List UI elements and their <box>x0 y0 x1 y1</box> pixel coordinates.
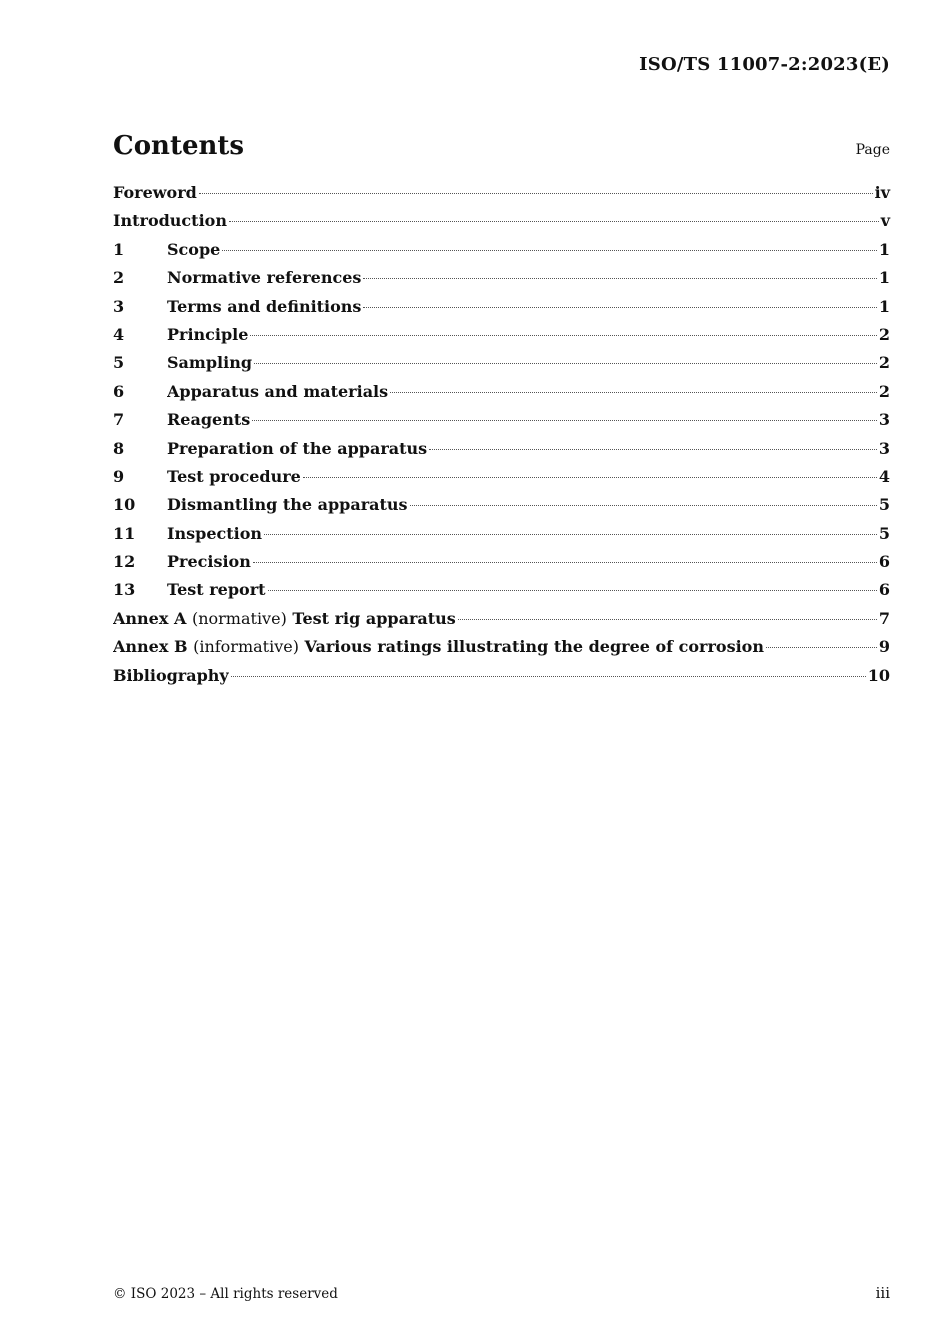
dot-leader <box>252 420 877 421</box>
page-column-label: Page <box>855 142 890 158</box>
toc-entry-page: 2 <box>878 381 890 401</box>
toc-entry[interactable] <box>113 439 890 467</box>
toc-entry-title <box>113 637 764 656</box>
annex-label: Annex A <box>113 608 187 628</box>
toc-entry-page: 3 <box>878 438 890 458</box>
toc-entry-page: 2 <box>878 353 890 373</box>
dot-leader <box>229 221 879 222</box>
toc-entry-title: Reagents <box>167 410 251 430</box>
toc-entry-title: Preparation of the apparatus <box>167 438 428 458</box>
toc-entry-title: Test report <box>167 580 266 600</box>
toc-entry-number: 12 <box>113 552 136 572</box>
toc-entry-number: 9 <box>113 466 125 486</box>
toc-entry-title: Foreword <box>113 183 197 202</box>
toc-entry-number: 7 <box>113 410 125 430</box>
dot-leader <box>410 505 877 506</box>
copyright-notice: © ISO 2023 – All rights reserved <box>113 1286 338 1302</box>
dot-leader <box>268 590 877 591</box>
toc-entry-page: 4 <box>878 466 890 486</box>
toc-entry-page: 6 <box>878 580 890 600</box>
dot-leader <box>766 647 877 648</box>
toc-entry[interactable] <box>113 524 890 552</box>
toc-entry[interactable] <box>113 609 890 637</box>
toc-entry-page: 1 <box>878 239 890 259</box>
toc-entry-page: 6 <box>878 552 890 572</box>
toc-entry-title: Dismantling the apparatus <box>167 495 408 515</box>
toc-entry[interactable] <box>113 410 890 438</box>
toc-entry[interactable] <box>113 495 890 523</box>
dot-leader <box>390 392 877 393</box>
toc-entry[interactable] <box>113 382 890 410</box>
dot-leader <box>429 449 877 450</box>
toc-entry[interactable] <box>113 268 890 296</box>
toc-entry-page: 1 <box>878 268 890 288</box>
toc-entry-title: Introduction <box>113 211 227 231</box>
toc-entry[interactable] <box>113 240 890 268</box>
toc-entry-title: Test procedure <box>167 466 301 486</box>
toc-entry-title: Terms and definitions <box>167 296 362 316</box>
dot-leader <box>363 278 876 279</box>
dot-leader <box>253 562 877 563</box>
toc-entry-number: 6 <box>113 381 125 401</box>
dot-leader <box>199 193 873 194</box>
toc-entry-title: Normative references <box>167 268 362 288</box>
dot-leader <box>231 676 866 677</box>
toc-entry-number: 1 <box>113 239 125 259</box>
toc-entry-page: v <box>880 211 890 231</box>
toc-entry-page: 3 <box>878 410 890 430</box>
toc-entry-page: 1 <box>878 296 890 316</box>
toc-entry-page: iv <box>874 183 890 202</box>
dot-leader <box>264 534 877 535</box>
toc-entry-title: Sampling <box>167 353 253 373</box>
toc-entry[interactable] <box>113 666 890 694</box>
toc-entry-title: Bibliography <box>113 665 229 685</box>
toc-entry-number: 13 <box>113 580 136 600</box>
toc-entry-page: 7 <box>878 608 890 628</box>
toc-entry-page: 5 <box>878 523 890 543</box>
toc-entry-number: 5 <box>113 353 125 373</box>
toc-entry-title <box>113 609 456 628</box>
toc-entry-page: 2 <box>878 324 890 344</box>
dot-leader <box>250 335 876 336</box>
toc-entry-number: 4 <box>113 324 125 344</box>
toc-entry[interactable] <box>113 580 890 608</box>
dot-leader <box>254 363 877 364</box>
toc-entry-page: 5 <box>878 495 890 515</box>
annex-status: (informative) <box>193 637 299 657</box>
toc-entry[interactable] <box>113 552 890 580</box>
toc-entry[interactable] <box>113 297 890 325</box>
annex-title: Various ratings illustrating the degree of corrosion <box>304 637 764 657</box>
toc-entry[interactable] <box>113 211 890 239</box>
toc-entry[interactable] <box>113 325 890 353</box>
footer-page-number: iii <box>875 1284 890 1302</box>
toc-entry-title: Precision <box>167 552 251 572</box>
toc-entry[interactable] <box>113 637 890 665</box>
toc-entry-title: Apparatus and materials <box>167 381 389 401</box>
dot-leader <box>222 250 877 251</box>
contents-heading: Contents <box>113 131 245 161</box>
toc-entry-page: 9 <box>878 637 890 657</box>
toc-entry-title: Inspection <box>167 523 263 543</box>
annex-status: (normative) <box>191 608 287 628</box>
annex-title: Test rig apparatus <box>292 608 456 628</box>
toc-entry-page: 10 <box>867 665 890 685</box>
toc-entry-number: 3 <box>113 296 125 316</box>
toc-entry-title: Scope <box>167 239 221 259</box>
toc-entry-number: 10 <box>113 495 136 515</box>
toc-entry-number: 2 <box>113 268 125 288</box>
toc-entry[interactable] <box>113 183 890 211</box>
dot-leader <box>363 307 876 308</box>
dot-leader <box>458 619 877 620</box>
annex-label: Annex B <box>113 637 188 657</box>
toc-entry[interactable] <box>113 467 890 495</box>
document-identifier: ISO/TS 11007-2:2023(E) <box>639 54 890 75</box>
table-of-contents <box>113 183 890 694</box>
toc-entry[interactable] <box>113 353 890 381</box>
dot-leader <box>303 477 877 478</box>
toc-entry-title: Principle <box>167 324 249 344</box>
toc-entry-number: 8 <box>113 438 125 458</box>
toc-entry-number: 11 <box>113 523 136 543</box>
